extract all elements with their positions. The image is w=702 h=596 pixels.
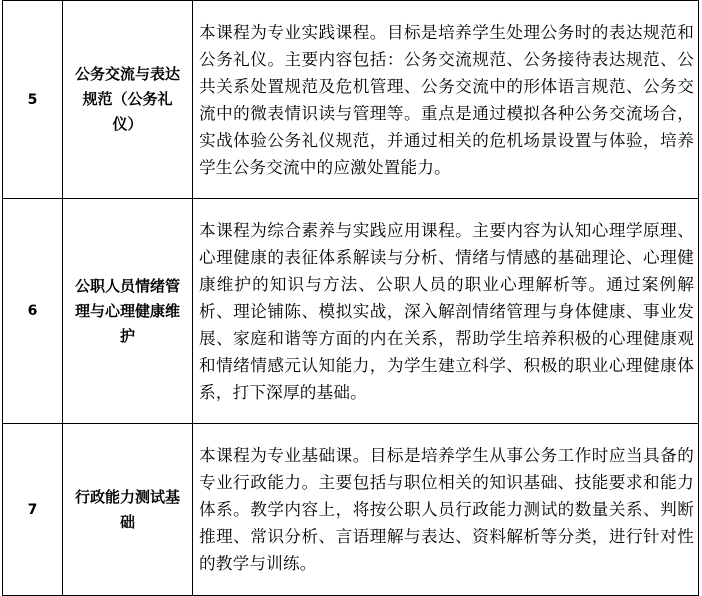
- course-name: 公务交流与表达规范（公务礼仪）: [63, 1, 193, 199]
- course-name: 行政能力测试基础: [63, 424, 193, 596]
- table-row: [3, 424, 699, 596]
- course-description: 本课程为综合素养与实践应用课程。主要内容为认知心理学原理、心理健康的表征体系解读与分析、情绪与情感的基础理论、心理健康维护的知识与方法、公职人员的职业心理解析等。通过案例解析、理论铺陈、模拟实战，深入解剖情绪管理与身体健康、事业发展、家庭和谐等方面的内在关系，帮助学生培养积极的心理健康观和情绪情感元认知能力，为学生建立科学、积极的职业心理健康体系，打下深厚的基础。: [193, 199, 699, 424]
- course-name: 公职人员情绪管理与心理健康维护: [63, 199, 193, 424]
- course-number: 5: [3, 1, 63, 199]
- course-description: 本课程为专业实践课程。目标是培养学生处理公务时的表达规范和公务礼仪。主要内容包括：公务交流规范、公务接待表达规范、公共关系处置规范及危机管理、公务交流中的形体语言规范、公务交流中的微表情识读与管理等。重点是通过模拟各种公务交流场合，实战体验公务礼仪规范，并通过相关的危机场景设置与体验，培养学生公务交流中的应激处置能力。: [193, 1, 699, 199]
- table-row: [3, 1, 699, 199]
- course-table: [2, 0, 699, 596]
- table-row: [3, 199, 699, 424]
- course-description: 本课程为专业基础课。目标是培养学生从事公务工作时应当具备的专业行政能力。主要包括与职位相关的知识基础、技能要求和能力体系。教学内容上，将按公职人员行政能力测试的数量关系、判断推理、常识分析、言语理解与表达、资料解析等分类，进行针对性的教学与训练。: [193, 424, 699, 596]
- course-number: 7: [3, 424, 63, 596]
- course-number: 6: [3, 199, 63, 424]
